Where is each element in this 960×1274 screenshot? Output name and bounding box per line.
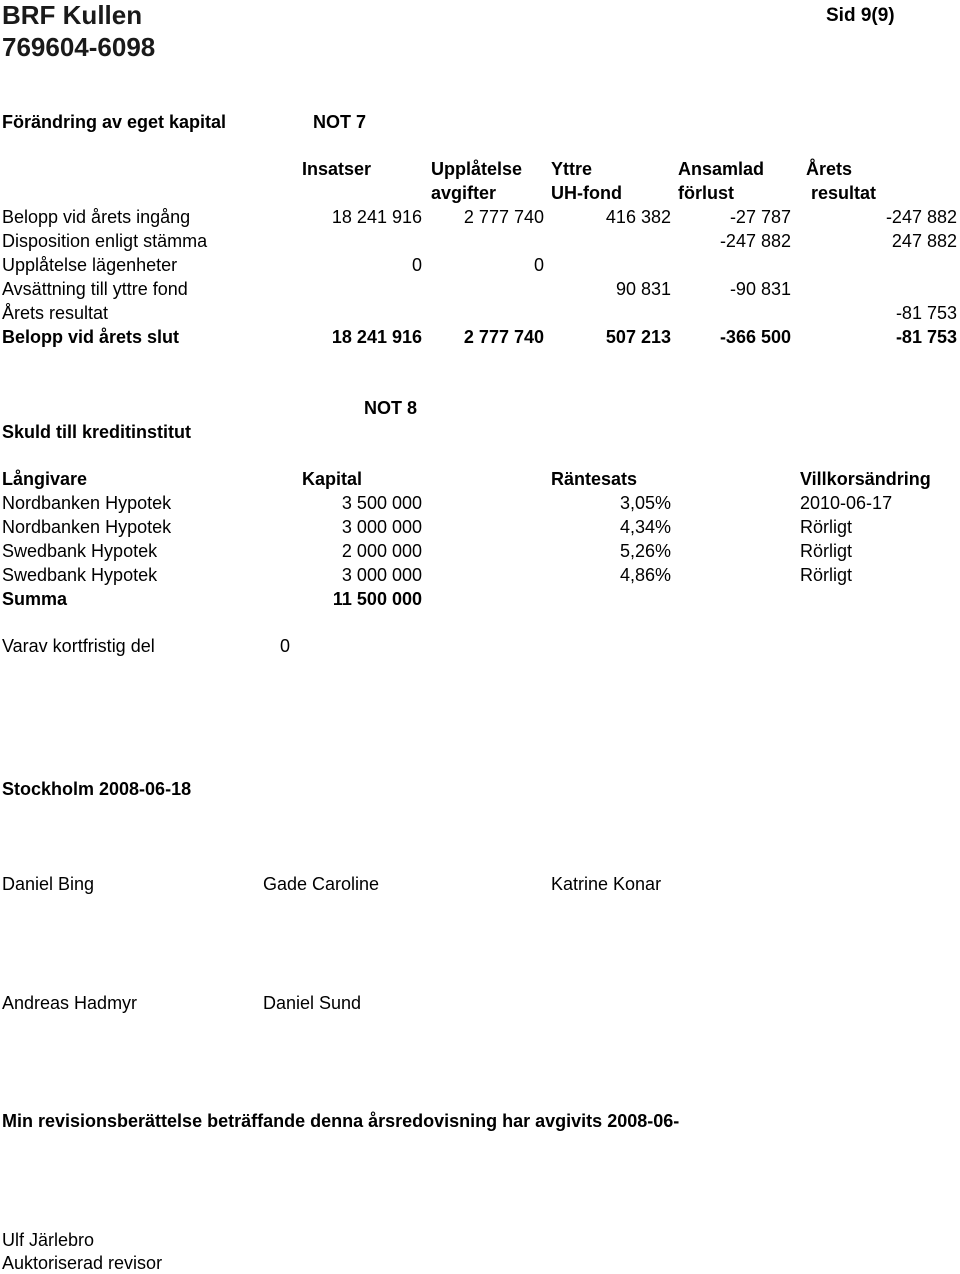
cell-terms: Rörligt (800, 541, 853, 561)
row-label: Årets resultat (2, 303, 109, 323)
cell-upplatelse: 2 777 740 (463, 327, 544, 347)
row-label: Upplåtelse lägenheter (2, 255, 178, 275)
cell-capital: 3 000 000 (341, 565, 422, 585)
cell-upplatelse: 0 (533, 255, 544, 275)
signatory-name: Gade Caroline (263, 874, 380, 894)
auditor-name: Ulf Järlebro (2, 1230, 95, 1250)
cell-terms: Rörligt (800, 517, 853, 537)
col-header-ansamlad-line2: förlust (678, 183, 734, 203)
cell-capital: 3 500 000 (341, 493, 422, 513)
col-header-langivare: Långivare (2, 469, 88, 489)
company-name: BRF Kullen (2, 0, 143, 30)
signatory-name: Daniel Sund (263, 993, 362, 1013)
cell-terms: Rörligt (800, 565, 853, 585)
cell-lender: Swedbank Hypotek (2, 541, 158, 561)
page-number: Sid 9(9) (826, 5, 895, 26)
org-number: 769604-6098 (2, 32, 156, 62)
col-header-insatser: Insatser (302, 159, 372, 179)
note7-label: NOT 7 (313, 112, 367, 132)
cell-lender: Nordbanken Hypotek (2, 517, 172, 537)
cell-lender: Swedbank Hypotek (2, 565, 158, 585)
cell-insatser: 0 (411, 255, 422, 275)
place-date: Stockholm 2008-06-18 (2, 779, 192, 799)
cell-resultat: -247 882 (885, 207, 957, 227)
note8-label: NOT 8 (364, 398, 418, 418)
signatory-name: Andreas Hadmyr (2, 993, 138, 1013)
cell-yttre: 507 213 (605, 327, 671, 347)
row-label: Disposition enligt stämma (2, 231, 208, 251)
cell-yttre: 90 831 (615, 279, 671, 299)
col-header-arets-line2: resultat (811, 183, 877, 203)
cell-insatser: 18 241 916 (331, 327, 422, 347)
note7-title: Förändring av eget kapital (2, 112, 227, 132)
short-term-value: 0 (280, 636, 291, 656)
col-header-ansamlad: Ansamlad (678, 159, 765, 179)
audit-statement: Min revisionsberättelse beträffande denna årsredovisning har avgivits 2008-06- (2, 1111, 680, 1131)
cell-rate: 3,05% (619, 493, 671, 513)
col-header-yttre: Yttre (551, 159, 593, 179)
cell-resultat: -81 753 (895, 327, 957, 347)
short-term-label: Varav kortfristig del (2, 636, 155, 656)
col-header-kapital: Kapital (302, 469, 363, 489)
note8-title: Skuld till kreditinstitut (2, 422, 192, 442)
row-label: Belopp vid årets ingång (2, 207, 191, 227)
cell-rate: 4,34% (619, 517, 671, 537)
cell-capital: 2 000 000 (341, 541, 422, 561)
sum-label: Summa (2, 589, 68, 609)
cell-ansamlad: -27 787 (729, 207, 791, 227)
col-header-yttre-line2: UH-fond (551, 183, 622, 203)
cell-insatser: 18 241 916 (331, 207, 422, 227)
col-header-upplatelse-line2: avgifter (431, 183, 497, 203)
cell-rate: 4,86% (619, 565, 671, 585)
row-label: Belopp vid årets slut (2, 327, 180, 347)
cell-upplatelse: 2 777 740 (463, 207, 544, 227)
cell-ansamlad: -247 882 (719, 231, 791, 251)
col-header-upplatelse: Upplåtelse (431, 159, 523, 179)
row-label: Avsättning till yttre fond (2, 279, 188, 299)
sum-value: 11 500 000 (332, 589, 422, 609)
signatory-name: Katrine Konar (551, 874, 662, 894)
cell-resultat: -81 753 (895, 303, 957, 323)
cell-yttre: 416 382 (605, 207, 671, 227)
col-header-rantesats: Räntesats (551, 469, 638, 489)
cell-ansamlad: -90 831 (729, 279, 791, 299)
cell-rate: 5,26% (619, 541, 671, 561)
cell-terms: 2010-06-17 (800, 493, 893, 513)
col-header-arets: Årets (806, 159, 853, 179)
cell-lender: Nordbanken Hypotek (2, 493, 172, 513)
cell-ansamlad: -366 500 (719, 327, 791, 347)
auditor-title: Auktoriserad revisor (2, 1253, 163, 1273)
cell-capital: 3 000 000 (341, 517, 422, 537)
col-header-villkorsandring: Villkorsändring (800, 469, 931, 489)
cell-resultat: 247 882 (891, 231, 957, 251)
signatory-name: Daniel Bing (2, 874, 95, 894)
